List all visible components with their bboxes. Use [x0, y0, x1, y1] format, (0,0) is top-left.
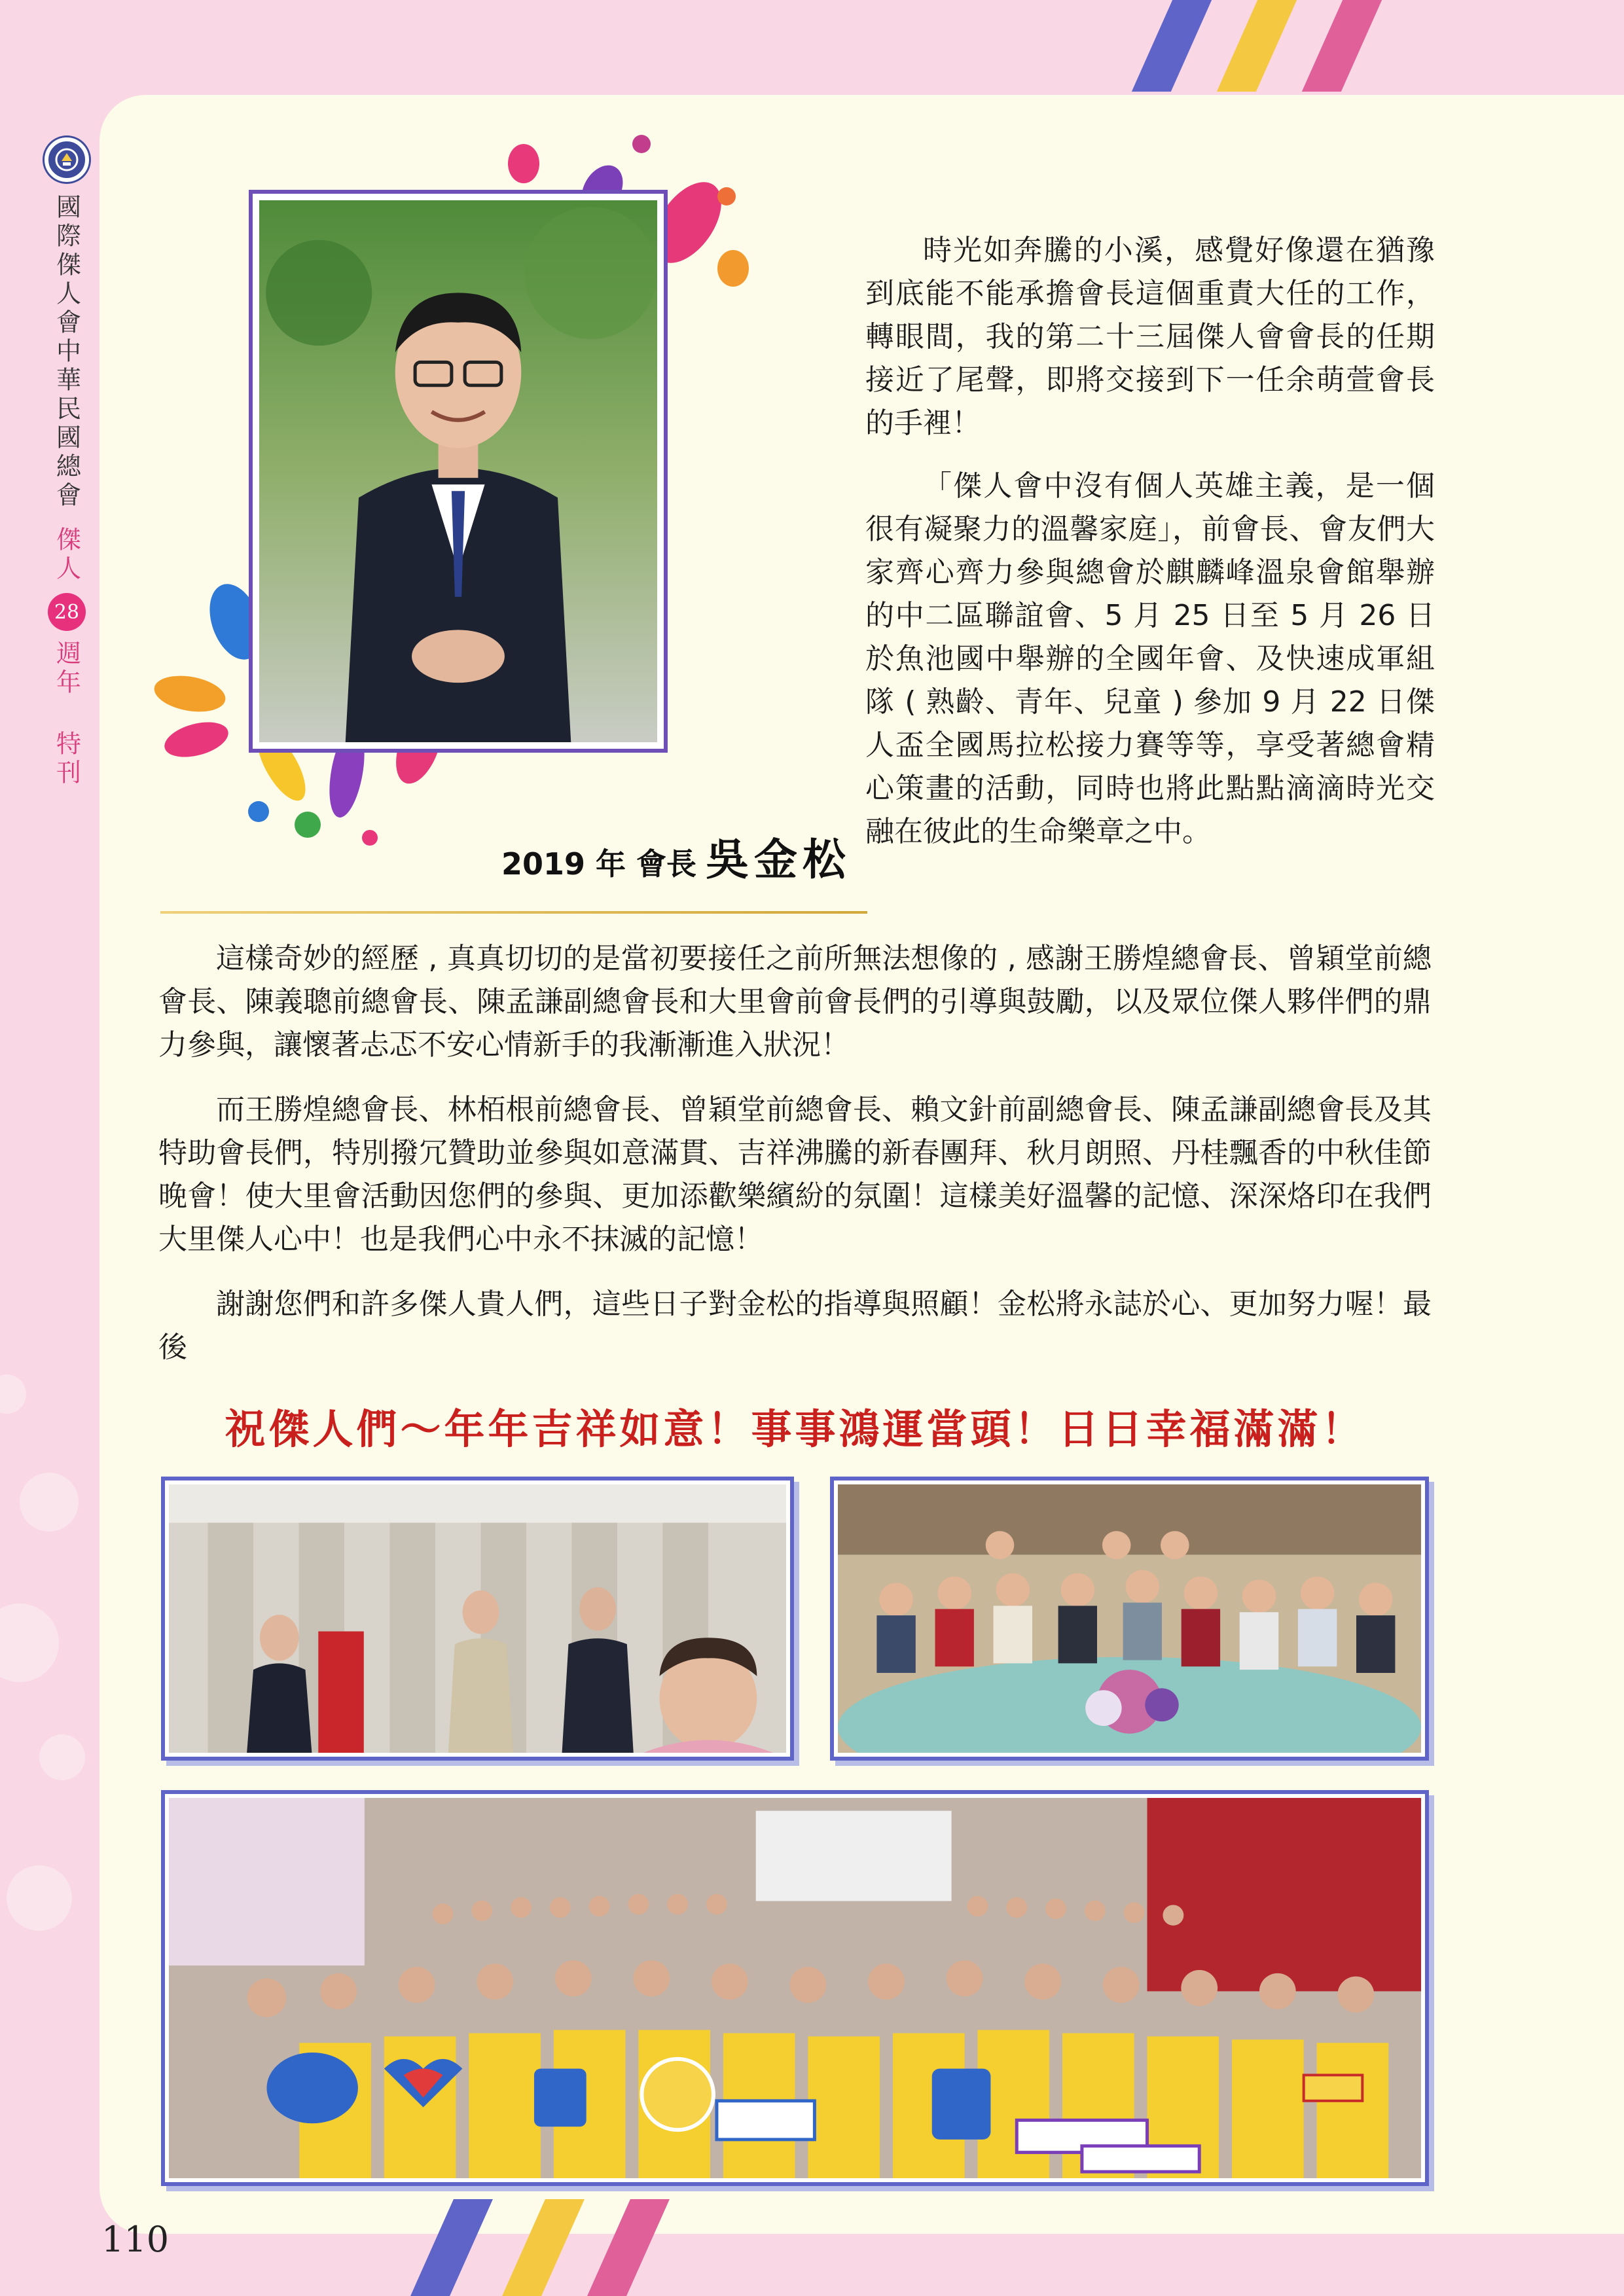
- side-label: [41, 137, 93, 788]
- event-photo-stage: [161, 1477, 794, 1761]
- caption-title: 2019 年 會長: [501, 846, 696, 882]
- background-bubble: [7, 1865, 72, 1931]
- decorative-stripe-yellow: [1217, 0, 1297, 92]
- body-paragraph: 謝謝您們和許多傑人貴人們，這些日子對金松的指導與照顧！金松將永誌於心、更加努力喔！最後: [158, 1287, 1432, 1364]
- body-paragraph: 這樣奇妙的經歷 , 真真切切的是當初要接任之前所無法想像的 , 感謝王勝煌總會長、曾穎堂前總會長、陳義聰前總會長、陳孟謙副總會長和大里會前會長們的引導與鼓勵，以及眾位傑人夥伴們的鼎力參與，讓懷著忐忑不安心情新手的我漸漸進入狀況！: [158, 942, 1432, 1062]
- intro-text: [865, 229, 1435, 853]
- club-logo-icon: [45, 137, 89, 182]
- background-bubble: [0, 1604, 59, 1682]
- event-photo-banquet: [830, 1477, 1429, 1761]
- background-bubble: [39, 1734, 85, 1780]
- event-photo-group: [161, 1790, 1429, 2186]
- president-portrait: [249, 190, 668, 753]
- body-text: [158, 937, 1432, 1369]
- president-name: 吳金松: [706, 834, 851, 885]
- anniversary-badge: 28: [48, 593, 86, 631]
- organization-name: 國際傑人會中華民國總會: [52, 194, 81, 511]
- background-bubble: [0, 1374, 26, 1414]
- portrait-caption: [419, 825, 851, 887]
- intro-paragraph: 時光如奔騰的小溪，感覺好像還在猶豫到底能不能承擔會長這個重責大任的工作，轉眼間，我的第二十三屆傑人會會長的任期接近了尾聲，即將交接到下一任余萌萱會長的手裡！: [865, 234, 1435, 440]
- decorative-stripe-pink: [1302, 0, 1382, 92]
- body-paragraph: 而王勝煌總會長、林栢根前總會長、曾穎堂前總會長、賴文針前副總會長、陳孟謙副總會長及其特助會長們，特別撥冗贊助並參與如意滿貫、吉祥沸騰的新春團拜、秋月朗照、丹桂飄香的中秋佳節晚會！使大里會活動因您們的參與、更加添歡樂繽紛的氛圍！這樣美好溫馨的記憶、深深烙印在我們大里傑人心中！也是我們心中永不抹滅的記憶！: [158, 1093, 1432, 1256]
- decorative-stripe-purple: [1132, 0, 1212, 92]
- background-bubble: [20, 1473, 79, 1532]
- blessing-line: 祝傑人們～年年吉祥如意！事事鴻運當頭！日日幸福滿滿！: [225, 1405, 1365, 1453]
- page-number: 110: [101, 2219, 170, 2260]
- side-label-top: 傑人: [52, 526, 81, 584]
- side-label-bottom: 週年 特刊: [52, 640, 81, 788]
- caption-divider: [160, 911, 867, 914]
- intro-paragraph: 「傑人會中沒有個人英雄主義，是一個很有凝聚力的溫馨家庭」，前會長、會友們大家齊心齊力參與總會於麒麟峰溫泉會館舉辦的中二區聯誼會、5 月 25 日至 5 月 26 日於魚池國中舉辦的全國年會、及快速成軍組隊 ( 熟齡、青年、兒童 ) 參加 9 月 22 日傑人盃全國馬拉松接力賽等等，享受著總會精心策畫的活動，同時也將此點點滴滴時光交融在彼此的生命樂章之中。: [865, 469, 1435, 848]
